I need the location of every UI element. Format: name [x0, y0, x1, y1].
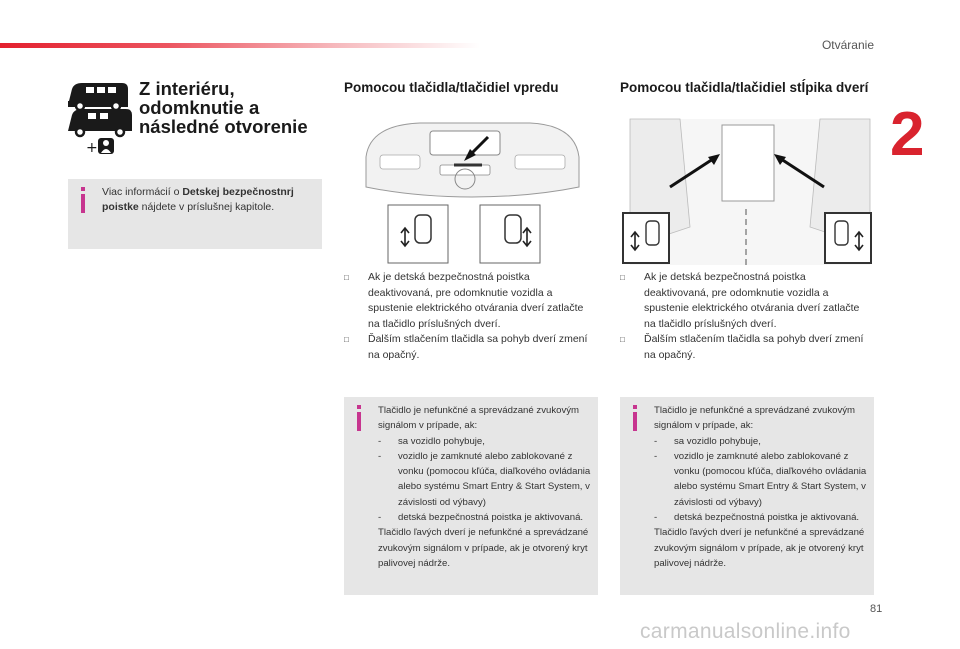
list-item: □ Ďalším stlačením tlačidla sa pohyb dverí zmení na opačný.	[344, 332, 589, 363]
list-item: □ Ak je detská bezpečnostná poistka deaktivovaná, pre odomknutie vozidla a spustenie elektrického otvárania dverí zatlačte na tlačidlo príslušných dverí.	[344, 270, 589, 332]
header-accent-bar	[0, 43, 480, 48]
info-icon	[78, 187, 88, 213]
dashboard-illustration	[360, 117, 585, 267]
heading-pillar-buttons: Pomocou tlačidla/tlačidiel stĺpika dverí	[620, 80, 869, 95]
chapter-number: 2	[890, 100, 925, 169]
page-number: 81	[870, 603, 883, 615]
front-bullets	[344, 270, 589, 363]
info-icon	[630, 405, 640, 431]
section-label: Otváranie	[821, 38, 874, 52]
watermark: carmanualsonline.info	[640, 620, 851, 643]
heading-front-buttons: Pomocou tlačidla/tlačidiel vpredu	[344, 80, 559, 95]
svg-text:+: +	[86, 140, 98, 155]
pillar-note	[620, 397, 874, 595]
pillar-bullets	[620, 270, 865, 363]
info-note	[68, 179, 322, 249]
info-note-text: Viac informácií o Detskej bezpečnostnrj poistke nájdete v príslušnej kapitole.	[102, 186, 294, 213]
front-note	[344, 397, 598, 595]
pillar-note-text: Tlačidlo je nefunkčné a sprevádzané zvukovým signálom v prípade, ak: - sa vozidlo pohybuje, - vozidlo je zamknuté alebo zablokované z vonku (pomocou kľúča, diaľkového ovládania alebo systému Smart Entry & Start System, v závislosti od výbavy) - detská bezpečnostná poistka je aktivovaná. Tlačidlo ľavých dverí je nefunkčné a sprevádzané zvukovým signálom v prípade, ak je otvorený kryt palivovej nádrže.	[654, 403, 868, 571]
front-note-text: Tlačidlo je nefunkčné a sprevádzané zvukovým signálom v prípade, ak: - sa vozidlo pohybuje, - vozidlo je zamknuté alebo zablokované z vonku (pomocou kľúča, diaľkového ovládania alebo systému Smart Entry & Start System, v závislosti od výbavy) - detská bezpečnostná poistka je aktivovaná. Tlačidlo ľavých dverí je nefunkčné a sprevádzané zvukovým signálom v prípade, ak je otvorený kryt palivovej nádrže.	[378, 403, 592, 571]
list-item: □ Ďalším stlačením tlačidla sa pohyb dverí zmení na opačný.	[620, 332, 865, 363]
info-icon	[354, 405, 364, 431]
page-title: Z interiéru, odomknutie a následné otvorenie	[139, 78, 308, 137]
list-item: □ Ak je detská bezpečnostná poistka deaktivovaná, pre odomknutie vozidla a spustenie elektrického otvárania dverí zatlačte na tlačidlo príslušných dverí.	[620, 270, 865, 332]
van-icon	[66, 75, 134, 155]
door-pillar-illustration	[620, 117, 874, 267]
